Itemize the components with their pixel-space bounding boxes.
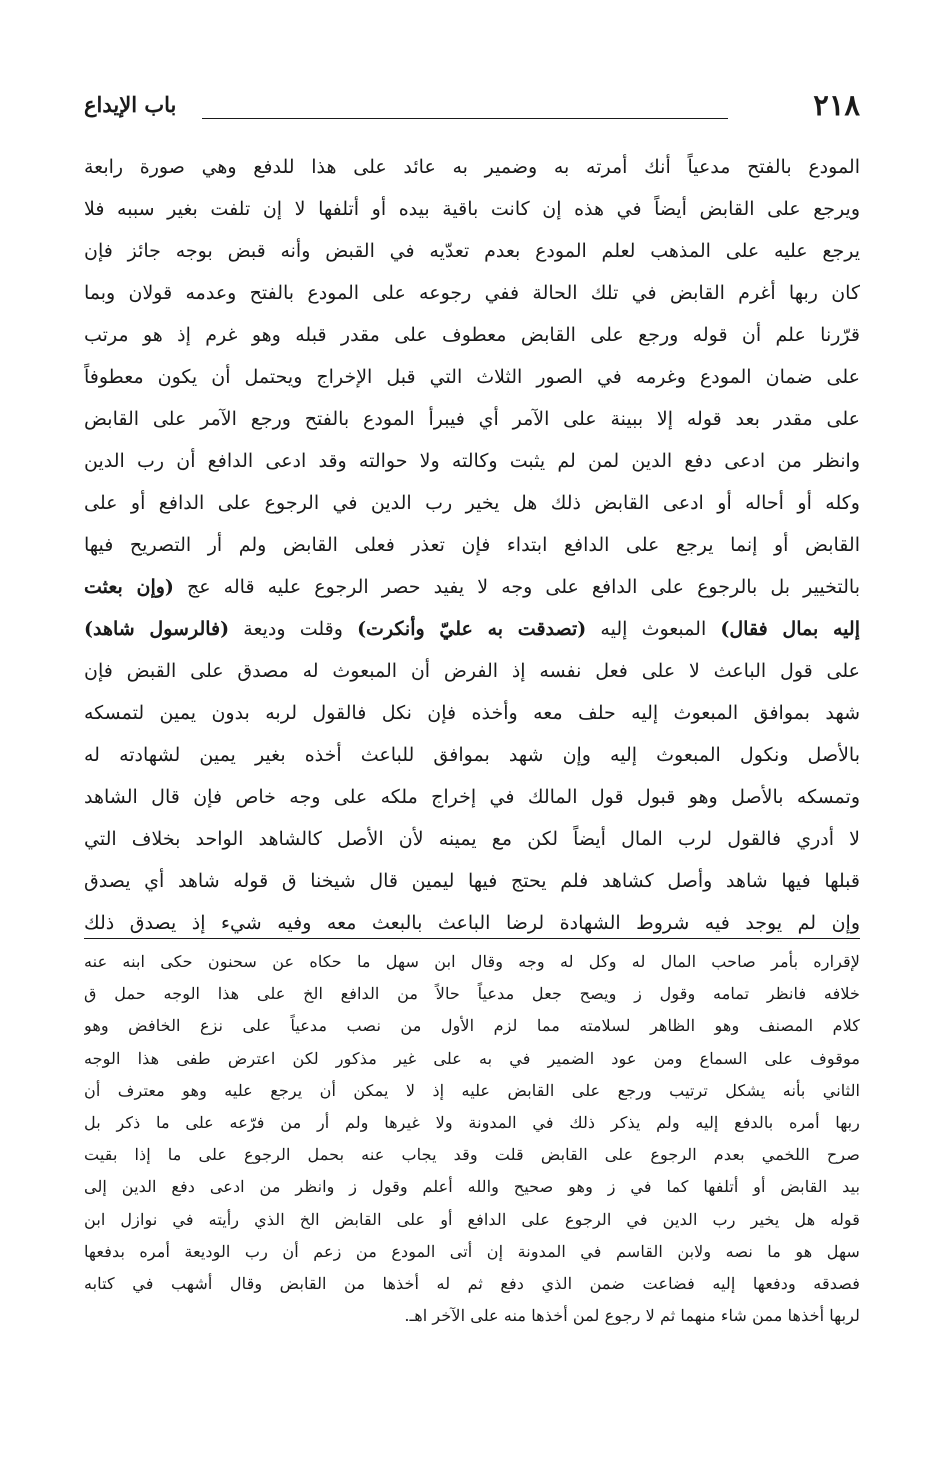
footnote-line: لإقراره بأمر صاحب المال له وكل له وجه وقال ابن سهل ما حكاه عن سحنون حكى ابنه عنه [84,952,860,971]
footnote-line: صرح اللخمي بعدم الرجوع على القابض قلت وقد يجاب عنه بحمل الرجوع على ما إذا بقيت [84,1145,860,1165]
text-line: قرّرنا علم أن قوله ورجع على القابض معطوف على مقدر قبله وهو غرم إذ هو مرتب [84,324,860,346]
text-line: ويرجع على القابض أيضاً في هذه إن كانت باقية بيده أو أتلفها لا إن تلفت بغير سببه فلا [84,198,860,220]
commentary-text: المبعوث إليه [600,618,707,640]
page-header [84,82,860,128]
footnote-text [84,946,860,1332]
text-line: على مقدر بعد قوله إلا ببينة على الآمر أي فيبرأ المودع بالفتح ورجع الآمر على القابض [84,408,860,430]
matn-text: (وإن بعثت [84,576,174,598]
text-line: وتمسكه بالأصل وهو قبول قول المالك في إخراج ملكه على وجه خاص فإن قال الشاهد [84,786,860,808]
footnote-line: قوله هل يخير رب الدين في الرجوع على الدافع أو على القابض الخ الذي رأيته في نوازل ابن [84,1209,860,1229]
footnote-line: بيد القابض أو أتلفها كما في ز وهو صحيح والله أعلم وقول ز وانظر من ادعى دفع الدين إلى [84,1177,860,1197]
text-line-with-matn [84,608,860,650]
text-line: كان ربها أغرم القابض في تلك الحالة ففي رجوعه على المودع بالفتح وعدمه قولان وبما [84,282,860,304]
text-line: لا أدري فالقول لرب المال أيضاً لكن مع يمينه لأن الأصل كالشاهد الواحد بخلاف التي [84,828,860,850]
running-title: باب الإيداع [84,92,177,117]
text-line: القابض أو إنما يرجع على الدافع ابتداء فإن تعذر فعلى القابض ولم أر التصريح فيها [84,534,860,556]
footnote-line: خلافه فانظر تمامه وقول ز ويصح جعل مدعياً حالاً من الدافع الخ على هذا الوجه حمل ق [84,984,860,1004]
commentary-text: وقلت وديعة [243,618,343,640]
matn-text: إليه بمال فقال) [720,618,860,640]
text-line: قبلها فيها شاهد وأصل كشاهد فلم يحتج فيها ليمين قال شيخنا ق قوله شاهد أي يصدق [84,870,860,892]
footnote-line: ربها أمره بالدفع إليه ولم يذكر ذلك في المدونة ولا غيرها ولم أر من فرّعه على ما ذكر بل [84,1112,860,1132]
footnote-line: موقوف على السماع ومن عود الضمير في به على غير مذكور لكن اعترض طفى هذا الوجه [84,1048,860,1068]
header-rule [202,118,728,119]
text-line: على ضمان المودع وغرمه في الصور الثلاث التي قبل الإخراج ويحتمل أن يكون معطوفاً [84,366,860,388]
matn-text: (تصدقت به عليّ وأنكرت) [357,618,587,640]
commentary-text: بالتخيير بل بالرجوع على الدافع على وجه لا يفيد حصر الرجوع عليه قاله عج [187,576,860,598]
text-line: على قول الباعث لا على فعل نفسه إذ الفرض أن المبعوث له مصدق على القبض فإن [84,660,860,682]
matn-text: (فالرسول شاهد) [84,618,230,640]
text-line: يرجع عليه على المذهب لعلم المودع بعدم تعدّيه في القبض وأنه قبض بوجه جائز فإن [84,240,860,262]
footnote-divider [84,938,860,939]
footnote-line: لربها أخذها ممن شاء منهما ثم لا رجوع لمن أخذها منه على الآخر اهـ. [404,1306,860,1326]
text-line: بالأصل ونكول المبعوث إليه وإن شهد بموافق للباعث أخذه بغير يمين لشهادته له [84,744,860,766]
footnote-line: الثاني بأنه يشكل ترتيب ورجع على القابض عليه إذ لا يمكن أن يرجع عليه وهو معترف أن [84,1080,860,1100]
text-line: وكله أو أحاله أو ادعى القابض ذلك هل يخير رب الدين في الرجوع على الدافع أو على [84,492,860,514]
footnote-line: فصدقه ودفعها إليه فضاعت ضمن الذي دفع ثم له أخذها من القابض وقال أشهب في كتابه [84,1273,860,1293]
text-line: وانظر من ادعى دفع الدين لمن لم يثبت وكالته ولا حوالته وقد ادعى الدافع أن رب الدين [84,450,860,472]
text-line: وإن لم يوجد فيه شروط الشهادة لرضا الباعث بالبعث معه وفيه شيء إذ يصدق ذلك [84,912,860,934]
text-line: شهد بموافق المبعوث إليه حلف معه وأخذه فإن نكل فالقول لربه بدون يمين لتمسكه [84,702,860,724]
footnote-line: كلام المصنف وهو الظاهر لسلامته مما لزم الأول من نصب مدعياً على نزع الخافض وهو [84,1016,860,1036]
footnote-line: سهل هو ما نصه ولابن القاسم في المدونة إن أتى المودع من زعم أن رب الوديعة أمره بدفعها [84,1241,860,1261]
main-text [84,146,860,944]
text-line-with-matn [84,566,860,608]
page-number: ٢١٨ [813,88,860,122]
text-line: المودع بالفتح مدعياً أنك أمرته به وضمير به عائد على هذا للدفع وهي صورة رابعة [84,156,860,178]
